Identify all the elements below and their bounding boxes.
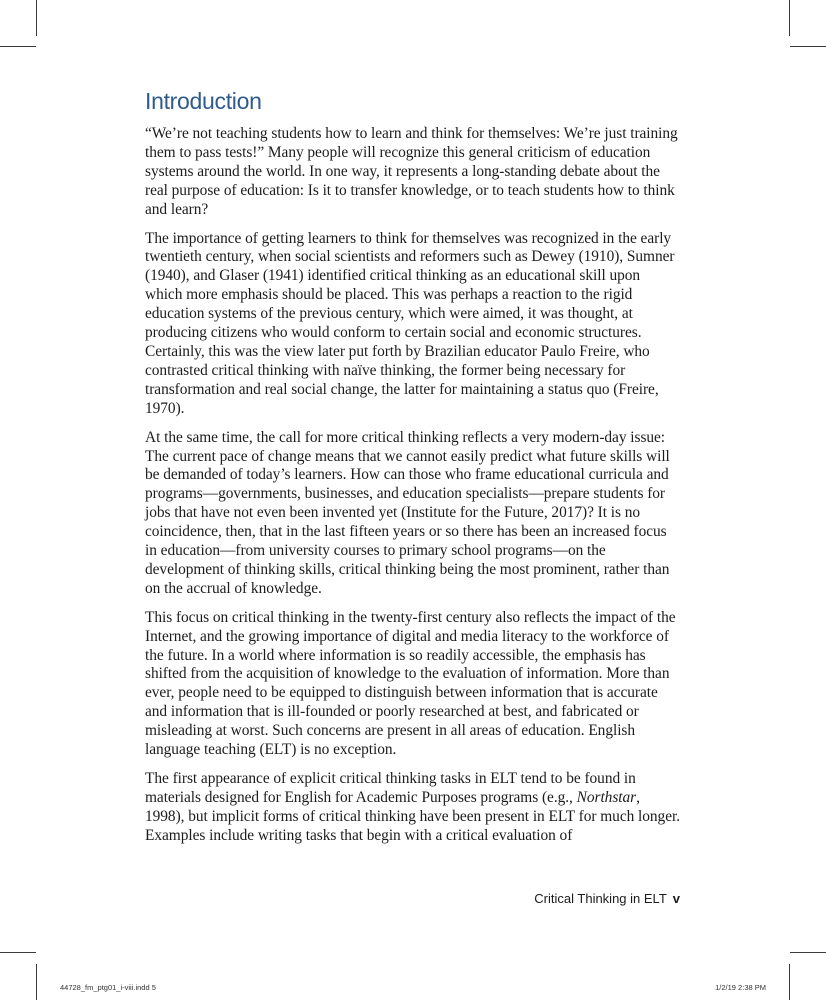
print-slug-datetime: 1/2/19 2:38 PM: [715, 983, 766, 992]
running-title: Critical Thinking in ELT: [534, 891, 667, 906]
running-footer: [534, 891, 680, 906]
crop-mark-left-bottom: [0, 952, 36, 953]
print-slug-file: 44728_fm_ptg01_i-viii.indd 5: [60, 983, 156, 992]
crop-mark-left-top: [0, 46, 36, 47]
page-number: v: [672, 891, 680, 906]
paragraph-1: “We’re not teaching students how to learn and think for themselves: We’re just training them to pass tests!” Many people will recognize this general criticism of education systems around the world. In one way, it represents a long-standing debate about the real purpose of education: Is it to transfer knowledge, or to teach students how to think and learn?: [145, 125, 678, 218]
crop-mark-bottom-right: [789, 964, 790, 1000]
crop-mark-bottom-left: [36, 964, 37, 1000]
paragraph-5: [145, 770, 681, 846]
crop-mark-top-right: [789, 0, 790, 36]
section-heading: Introduction: [145, 88, 262, 114]
paragraph-5-text-start: The first appearance of explicit critical thinking tasks in ELT tend to be found in materials designed for English for Academic Purposes programs (e.g.,: [145, 770, 636, 806]
paragraph-4: This focus on critical thinking in the twenty-first century also reflects the impact of the Internet, and the growing importance of digital and media literacy to the workforce of the future. In a world where information is so readily accessible, the emphasis has shifted from the acquisition of knowledge to the evaluation of information. More than ever, people need to be equipped to distinguish between information that is accurate and information that is ill-founded or poorly researched at best, and fabricated or misleading at worst. Such concerns are present in all areas of education. English language teaching (ELT) is no exception.: [145, 608, 676, 759]
crop-mark-right-bottom: [790, 952, 826, 953]
paragraph-2: The importance of getting learners to think for themselves was recognized in the early twentieth century, when social scientists and reformers such as Dewey (1910), Sumner (1940), and Glaser (1941) identified critical thinking as an educational skill upon which more emphasis should be placed. This was perhaps a reaction to the rigid education systems of the previous century, which were aimed, it was thought, at producing citizens who would conform to certain social and economic structures. Certainly, this was the view later put forth by Brazilian educator Paulo Freire, who contrasted critical thinking with naïve thinking, the former being necessary for transformation and real social change, the latter for maintaining a status quo (Freire, 1970).: [145, 229, 675, 417]
crop-mark-right-top: [790, 46, 826, 47]
book-title-italic: Northstar: [576, 788, 637, 806]
crop-mark-top-left: [36, 0, 37, 36]
paragraph-3: At the same time, the call for more critical thinking reflects a very modern-day issue: The current pace of change means that we cannot easily predict what future skills will be demanded of today’s learners. How can those who frame educational curricula and programs—governments, businesses, and education specialists—prepare students for jobs that have not even been invented yet (Institute for the Future, 2017)? It is no coincidence, then, that in the last fifteen years or so there has been an increased focus in education—from university courses to primary school programs—on the development of thinking skills, critical thinking being the most prominent, rather than on the accrual of knowledge.: [145, 428, 670, 597]
paragraph-5-text-end: , 1998), but implicit forms of critical thinking have been present in ELT for much longer. Examples include writing tasks that begin with a critical evaluation of: [145, 788, 681, 844]
page-body: [145, 88, 681, 856]
